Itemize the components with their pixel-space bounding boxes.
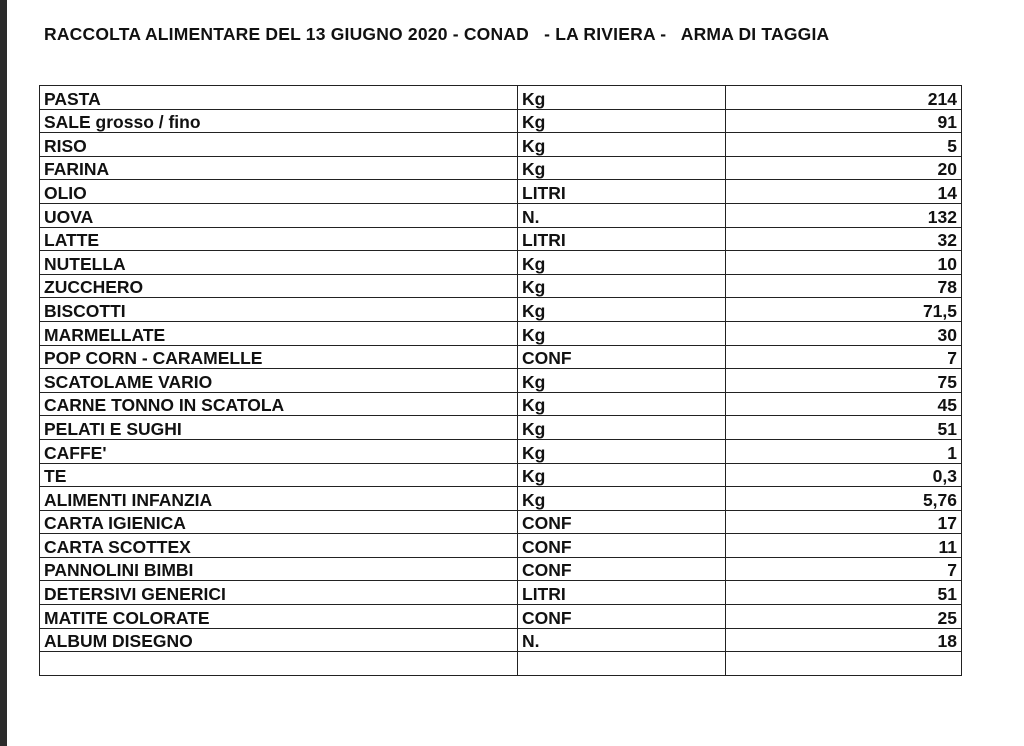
- unit-cell: CONF: [518, 605, 726, 629]
- quantity-cell: 7: [726, 345, 962, 369]
- item-cell: ALIMENTI INFANZIA: [40, 487, 518, 511]
- item-cell: ZUCCHERO: [40, 274, 518, 298]
- item-cell: PASTA: [40, 86, 518, 110]
- quantity-cell: 0,3: [726, 463, 962, 487]
- quantity-cell: 75: [726, 369, 962, 393]
- unit-cell: CONF: [518, 345, 726, 369]
- table-row: [40, 463, 962, 487]
- item-cell: NUTELLA: [40, 251, 518, 275]
- table-row: [40, 180, 962, 204]
- item-cell: RISO: [40, 133, 518, 157]
- quantity-cell: 20: [726, 156, 962, 180]
- table-row: [40, 392, 962, 416]
- item-cell: MATITE COLORATE: [40, 605, 518, 629]
- item-cell: PELATI E SUGHI: [40, 416, 518, 440]
- table-row: [40, 227, 962, 251]
- quantity-cell: 132: [726, 203, 962, 227]
- table-row: [40, 274, 962, 298]
- unit-cell: LITRI: [518, 227, 726, 251]
- unit-cell: Kg: [518, 133, 726, 157]
- item-cell: TE: [40, 463, 518, 487]
- item-cell: SCATOLAME VARIO: [40, 369, 518, 393]
- table-row: [40, 321, 962, 345]
- quantity-cell: 10: [726, 251, 962, 275]
- item-cell: LATTE: [40, 227, 518, 251]
- table-row: [40, 652, 962, 676]
- item-cell: PANNOLINI BIMBI: [40, 557, 518, 581]
- unit-cell: CONF: [518, 557, 726, 581]
- item-cell: FARINA: [40, 156, 518, 180]
- unit-cell: Kg: [518, 416, 726, 440]
- table-row: [40, 416, 962, 440]
- table-row: [40, 487, 962, 511]
- unit-cell: Kg: [518, 487, 726, 511]
- item-cell: CAFFE': [40, 439, 518, 463]
- quantity-cell: 5,76: [726, 487, 962, 511]
- quantity-cell: 71,5: [726, 298, 962, 322]
- table-row: [40, 298, 962, 322]
- unit-cell: CONF: [518, 510, 726, 534]
- table-row: [40, 557, 962, 581]
- quantity-cell: 51: [726, 416, 962, 440]
- quantity-cell: 25: [726, 605, 962, 629]
- unit-cell: Kg: [518, 251, 726, 275]
- unit-cell: Kg: [518, 463, 726, 487]
- quantity-cell: 45: [726, 392, 962, 416]
- item-cell: POP CORN - CARAMELLE: [40, 345, 518, 369]
- unit-cell: Kg: [518, 86, 726, 110]
- quantity-cell: 78: [726, 274, 962, 298]
- item-cell: OLIO: [40, 180, 518, 204]
- table-row: [40, 251, 962, 275]
- table-row: [40, 133, 962, 157]
- table-row: [40, 156, 962, 180]
- table-row: [40, 369, 962, 393]
- document-title: RACCOLTA ALIMENTARE DEL 13 GIUGNO 2020 - CONAD - LA RIVIERA - ARMA DI TAGGIA: [44, 24, 830, 44]
- quantity-cell: 214: [726, 86, 962, 110]
- table-row: [40, 581, 962, 605]
- unit-cell: Kg: [518, 369, 726, 393]
- table-row: [40, 605, 962, 629]
- table-row: [40, 534, 962, 558]
- item-cell: SALE grosso / fino: [40, 109, 518, 133]
- unit-cell: Kg: [518, 321, 726, 345]
- quantity-cell: [726, 652, 962, 676]
- quantity-cell: 14: [726, 180, 962, 204]
- table-row: [40, 628, 962, 652]
- unit-cell: Kg: [518, 109, 726, 133]
- table-row: [40, 510, 962, 534]
- quantity-cell: 32: [726, 227, 962, 251]
- item-cell: [40, 652, 518, 676]
- unit-cell: Kg: [518, 156, 726, 180]
- item-cell: UOVA: [40, 203, 518, 227]
- table-row: [40, 203, 962, 227]
- table-row: [40, 439, 962, 463]
- unit-cell: LITRI: [518, 581, 726, 605]
- quantity-cell: 18: [726, 628, 962, 652]
- unit-cell: Kg: [518, 392, 726, 416]
- unit-cell: Kg: [518, 439, 726, 463]
- quantity-cell: 91: [726, 109, 962, 133]
- table-row: [40, 109, 962, 133]
- left-edge-bar: [0, 0, 7, 746]
- item-cell: BISCOTTI: [40, 298, 518, 322]
- table-row: [40, 86, 962, 110]
- table-row: [40, 345, 962, 369]
- quantity-cell: 7: [726, 557, 962, 581]
- quantity-cell: 17: [726, 510, 962, 534]
- table-body: [40, 86, 962, 676]
- item-cell: DETERSIVI GENERICI: [40, 581, 518, 605]
- item-cell: CARTA SCOTTEX: [40, 534, 518, 558]
- item-cell: MARMELLATE: [40, 321, 518, 345]
- quantity-cell: 11: [726, 534, 962, 558]
- unit-cell: CONF: [518, 534, 726, 558]
- item-cell: CARNE TONNO IN SCATOLA: [40, 392, 518, 416]
- unit-cell: N.: [518, 628, 726, 652]
- item-cell: CARTA IGIENICA: [40, 510, 518, 534]
- unit-cell: Kg: [518, 274, 726, 298]
- unit-cell: Kg: [518, 298, 726, 322]
- donations-table: [39, 85, 962, 676]
- quantity-cell: 51: [726, 581, 962, 605]
- quantity-cell: 1: [726, 439, 962, 463]
- quantity-cell: 5: [726, 133, 962, 157]
- unit-cell: [518, 652, 726, 676]
- item-cell: ALBUM DISEGNO: [40, 628, 518, 652]
- quantity-cell: 30: [726, 321, 962, 345]
- unit-cell: N.: [518, 203, 726, 227]
- unit-cell: LITRI: [518, 180, 726, 204]
